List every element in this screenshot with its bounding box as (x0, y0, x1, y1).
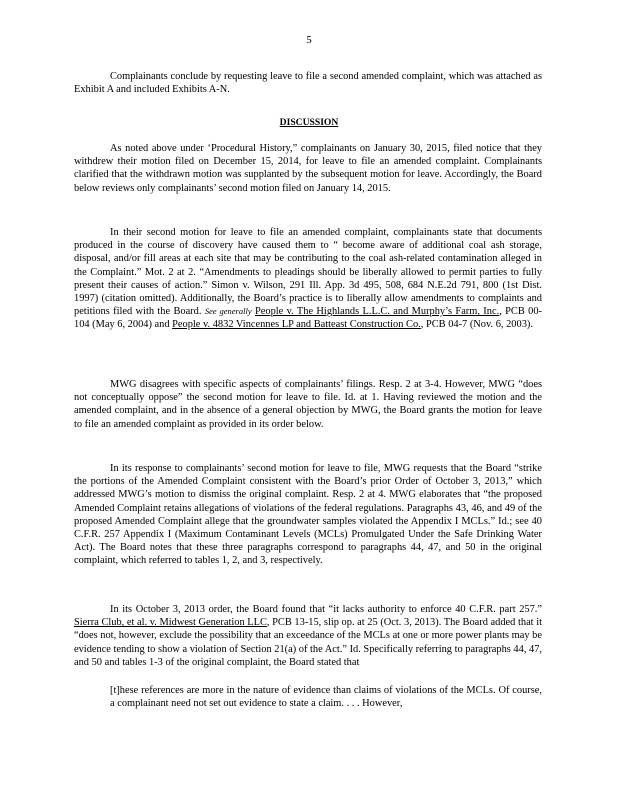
citation-signal: See generally (204, 306, 252, 317)
paragraph-text: , PCB 00-104 (May 6, 2004) and (74, 306, 542, 331)
paragraph-text: In their second motion for leave to file an amended complaint, complainants state that documents produced in the course of discovery have caused them to “ become aware of additional coal ash storage, disposal, and/or fill areas at each site that may be contributing to the coal ash-related contamination alleged in the Complaint.” Mot. 2 at 2. “Amendments to pleadings should be liberally allowed to permit parties to fully present their causes of action.” Simon v. Wilson, 291 Ill. App. 3d 495, 508, 684 N.E.2d 791, 800 (1st Dist. 1997) (citation omitted). Additionally, the Board’s practice is to liberally allow amendments to complaints and petitions filed with the Board. (74, 227, 542, 318)
paragraph-text: Complainants conclude by requesting leave to file a second amended complaint, which was attached as Exhibit A and included Exhibits A-N. (74, 71, 542, 96)
paragraph-mwg-disagrees (74, 378, 542, 431)
paragraph-text: MWG disagrees with specific aspects of complainants’ filings. Resp. 2 at 3-4. However, MWG “does not conceptually oppose” the second motion for leave to file. Id. at 1. Having reviewed the motion and the amended complaint, and in the absence of a general objection by MWG, the Board grants the motion for leave to file an amended complaint as provided in its order below. (74, 379, 542, 430)
case-citation: Sierra Club, et al. v. Midwest Generation LLC (74, 617, 267, 629)
paragraph-request-leave (74, 70, 542, 96)
quote-text: [t]hese references are more in the nature of evidence than claims of violations of the MCLs. Of course, a complainant need not set out evidence to state a claim. . . . However, (110, 685, 542, 710)
page-number: 5 (306, 34, 312, 46)
paragraph-second-motion (74, 226, 542, 332)
paragraph-text: In its October 3, 2013 order, the Board found that “it lacks authority to enforce 40 C.F.R. part 257.” (110, 604, 542, 615)
paragraph-october-order (74, 603, 542, 669)
paragraph-mwg-response (74, 462, 542, 568)
heading-text: DISCUSSION (279, 117, 339, 128)
case-citation: People v. The Highlands L.L.C. and Murphy’s Farm, Inc. (254, 306, 500, 318)
case-citation: People v. 4832 Vincennes LP and Batteast Construction Co. (172, 319, 421, 331)
paragraph-text: , PCB 04-7 (Nov. 6, 2003). (420, 319, 533, 331)
paragraph-procedural-history (74, 142, 542, 195)
block-quote (110, 684, 542, 710)
paragraph-text: , PCB 13-15, slip op. at 25 (Oct. 3, 2013). The Board added that it “does not, however, exclude the possibility that an exceedance of the MCLs at one or more power plants may be evidence tending to show a violation of Section 21(a) of the Act.” Id. Specifically referring to paragraphs 44, 47, and 50 and tables 1-3 of the original complaint, the Board stated that (74, 617, 543, 668)
section-heading (0, 117, 618, 128)
paragraph-text: In its response to complainants’ second motion for leave to file, MWG requests that the Board “strike the portions of the Amended Complaint consistent with the Board’s prior Order of October 3, 2013,” which addressed MWG’s motion to dismiss the original complaint. Resp. 2 at 4. MWG elaborates that “the proposed Amended Complaint retains allegations of violations of the federal regulations. Paragraphs 43, 46, and 49 of the proposed Amended Complaint allege that the groundwater samples violated the Appendix I MCLs.” Id.; see 40 C.F.R. 257 Appendix I (Maximum Contaminant Levels (MCLs) Promulgated Under the Safe Drinking Water Act). The Board notes that these three paragraphs correspond to paragraphs 44, 47, and 50 in the original complaint, which referred to tables 1, 2, and 3, respectively. (74, 463, 542, 567)
paragraph-text: As noted above under ‘Procedural History,” complainants on January 30, 2015, filed notice that they withdrew their motion filed on December 15, 2014, for leave to file an amended complaint. Complainants clarified that the withdrawn motion was supplanted by the subsequent motion for leave. Accordingly, the Board below reviews only complainants’ second motion filed on January 14, 2015. (74, 143, 542, 194)
